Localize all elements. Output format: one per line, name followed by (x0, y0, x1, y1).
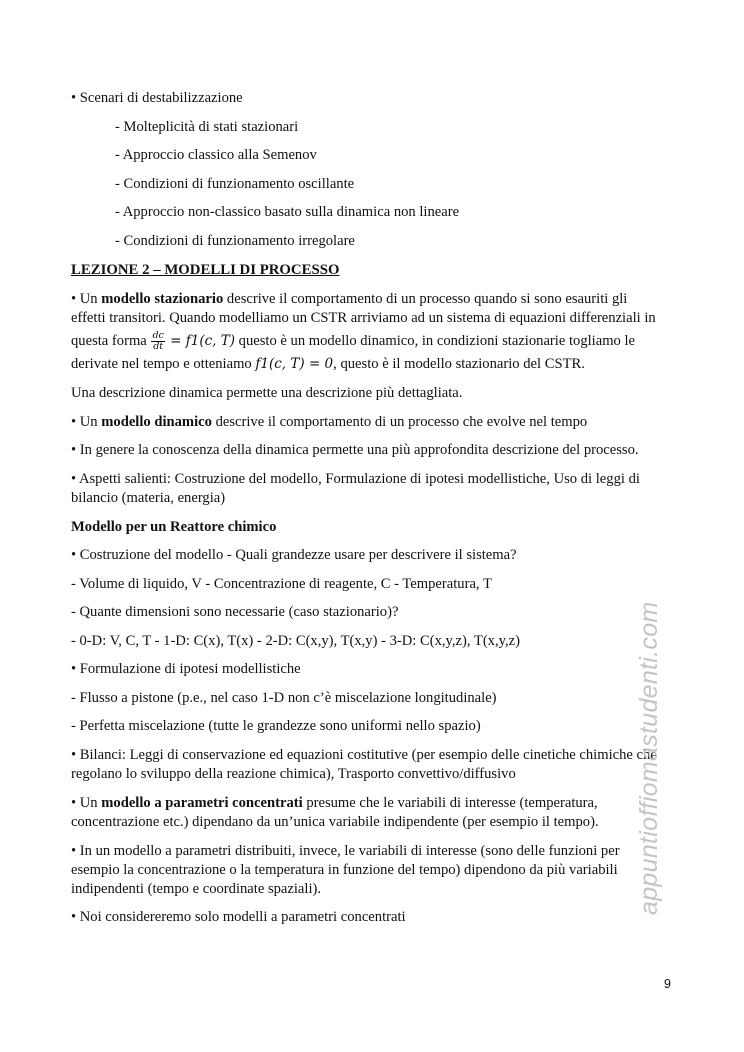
paragraph-stazionario-line4 (71, 355, 585, 373)
scenari-item: - Condizioni di funzionamento oscillante (115, 176, 355, 192)
paragraph-stazionario-line2: effetti transitori. Quando modelliamo un CSTR arriviamo ad un sistema di equazioni differenziali in (71, 310, 656, 326)
scenari-item: - Molteplicità di stati stazionari (115, 119, 299, 135)
text-span: descrive il comportamento di un processo che evolve nel tempo (211, 414, 588, 430)
watermark: appuntioffiomastudenti.com (635, 601, 663, 915)
scenari-bullet: • Scenari di destabilizzazione (71, 90, 243, 106)
paragraph-distribuiti-line3: indipendenti (tempo e coordinate spaziali). (71, 881, 322, 897)
reattore-line: - Perfetta miscelazione (tutte le grandezze sono uniformi nello spazio) (71, 718, 481, 734)
paragraph-noi: • Noi considereremo solo modelli a parametri concentrati (71, 909, 406, 925)
scenari-item: - Approccio non-classico basato sulla dinamica non lineare (115, 204, 460, 220)
reattore-line: - 0-D: V, C, T - 1-D: C(x), T(x) - 2-D: C(x,y), T(x,y) - 3-D: C(x,y,z), T(x,y,z) (71, 633, 520, 649)
scenari-item: - Condizioni di funzionamento irregolare (115, 233, 355, 249)
reattore-line: - Volume di liquido, V - Concentrazione di reagente, C - Temperatura, T (71, 576, 492, 592)
derivative-fraction (151, 331, 164, 352)
paragraph-aspetti-line1: • Aspetti salienti: Costruzione del modello, Formulazione di ipotesi modellistiche, Uso di leggi di (71, 471, 640, 487)
text-span: • Un (71, 795, 102, 811)
text-span: • Un (71, 291, 102, 307)
paragraph-descrizione: Una descrizione dinamica permette una descrizione più dettagliata. (71, 385, 463, 401)
paragraph-aspetti-line2: bilancio (materia, energia) (71, 490, 226, 506)
text-span: descrive il comportamento di un processo quando si sono esauriti gli (223, 291, 628, 307)
fraction-denominator: dt (153, 341, 164, 352)
paragraph-concentrati-line2: concentrazione etc.) dipendano da un’unica variabile indipendente (per esempio il tempo). (71, 814, 599, 830)
text-span: questa forma (71, 332, 151, 349)
text-span: presume che le variabili di interesse (temperatura, (302, 795, 598, 811)
section-title-reattore: Modello per un Reattore chimico (71, 519, 277, 535)
term-modello-stazionario: modello stazionario (101, 291, 224, 307)
text-span: , questo è il modello stazionario del CSTR. (333, 356, 585, 372)
lesson-heading: LEZIONE 2 – MODELLI DI PROCESSO (71, 262, 340, 278)
paragraph-distribuiti-line2: esempio la concentrazione o la temperatura in funzione del tempo) dipendono da più variabili (71, 862, 618, 878)
paragraph-concentrati-line1 (71, 794, 598, 812)
fraction-numerator: dc (152, 330, 164, 341)
page-number: 9 (664, 977, 671, 991)
reattore-line: • Costruzione del modello - Quali grandezze usare per descrivere il sistema? (71, 547, 517, 563)
reattore-line: - Quante dimensioni sono necessarie (caso stazionario)? (71, 604, 399, 620)
paragraph-bilanci-line2: regolano lo sviluppo della reazione chimica), Trasporto convettivo/diffusivo (71, 766, 516, 782)
term-parametri-concentrati: modello a parametri concentrati (101, 795, 303, 811)
paragraph-conoscenza: • In genere la conoscenza della dinamica permette una più approfondita descrizione del processo. (71, 442, 639, 458)
equation-stationary: f1(c, T) = 0 (255, 356, 334, 372)
paragraph-stazionario-line3 (71, 331, 635, 352)
text-span: derivate nel tempo e otteniamo (71, 356, 256, 372)
term-modello-dinamico: modello dinamico (101, 414, 212, 430)
paragraph-dinamico (71, 413, 587, 431)
scenari-item: - Approccio classico alla Semenov (115, 147, 317, 163)
paragraph-bilanci-line1: • Bilanci: Leggi di conservazione ed equazioni costitutive (per esempio delle cinetiche chimiche che (71, 747, 657, 763)
equation-dynamic: = f1(c, T) (165, 332, 236, 349)
paragraph-distribuiti-line1: • In un modello a parametri distribuiti, invece, le variabili di interesse (sono delle funzioni per (71, 843, 620, 859)
reattore-line: • Formulazione di ipotesi modellistiche (71, 661, 301, 677)
text-span: questo è un modello dinamico, in condizioni stazionarie togliamo le (235, 332, 636, 349)
text-span: • Un (71, 414, 102, 430)
reattore-line: - Flusso a pistone (p.e., nel caso 1-D non c’è miscelazione longitudinale) (71, 690, 497, 706)
paragraph-stazionario-line1 (71, 290, 627, 308)
